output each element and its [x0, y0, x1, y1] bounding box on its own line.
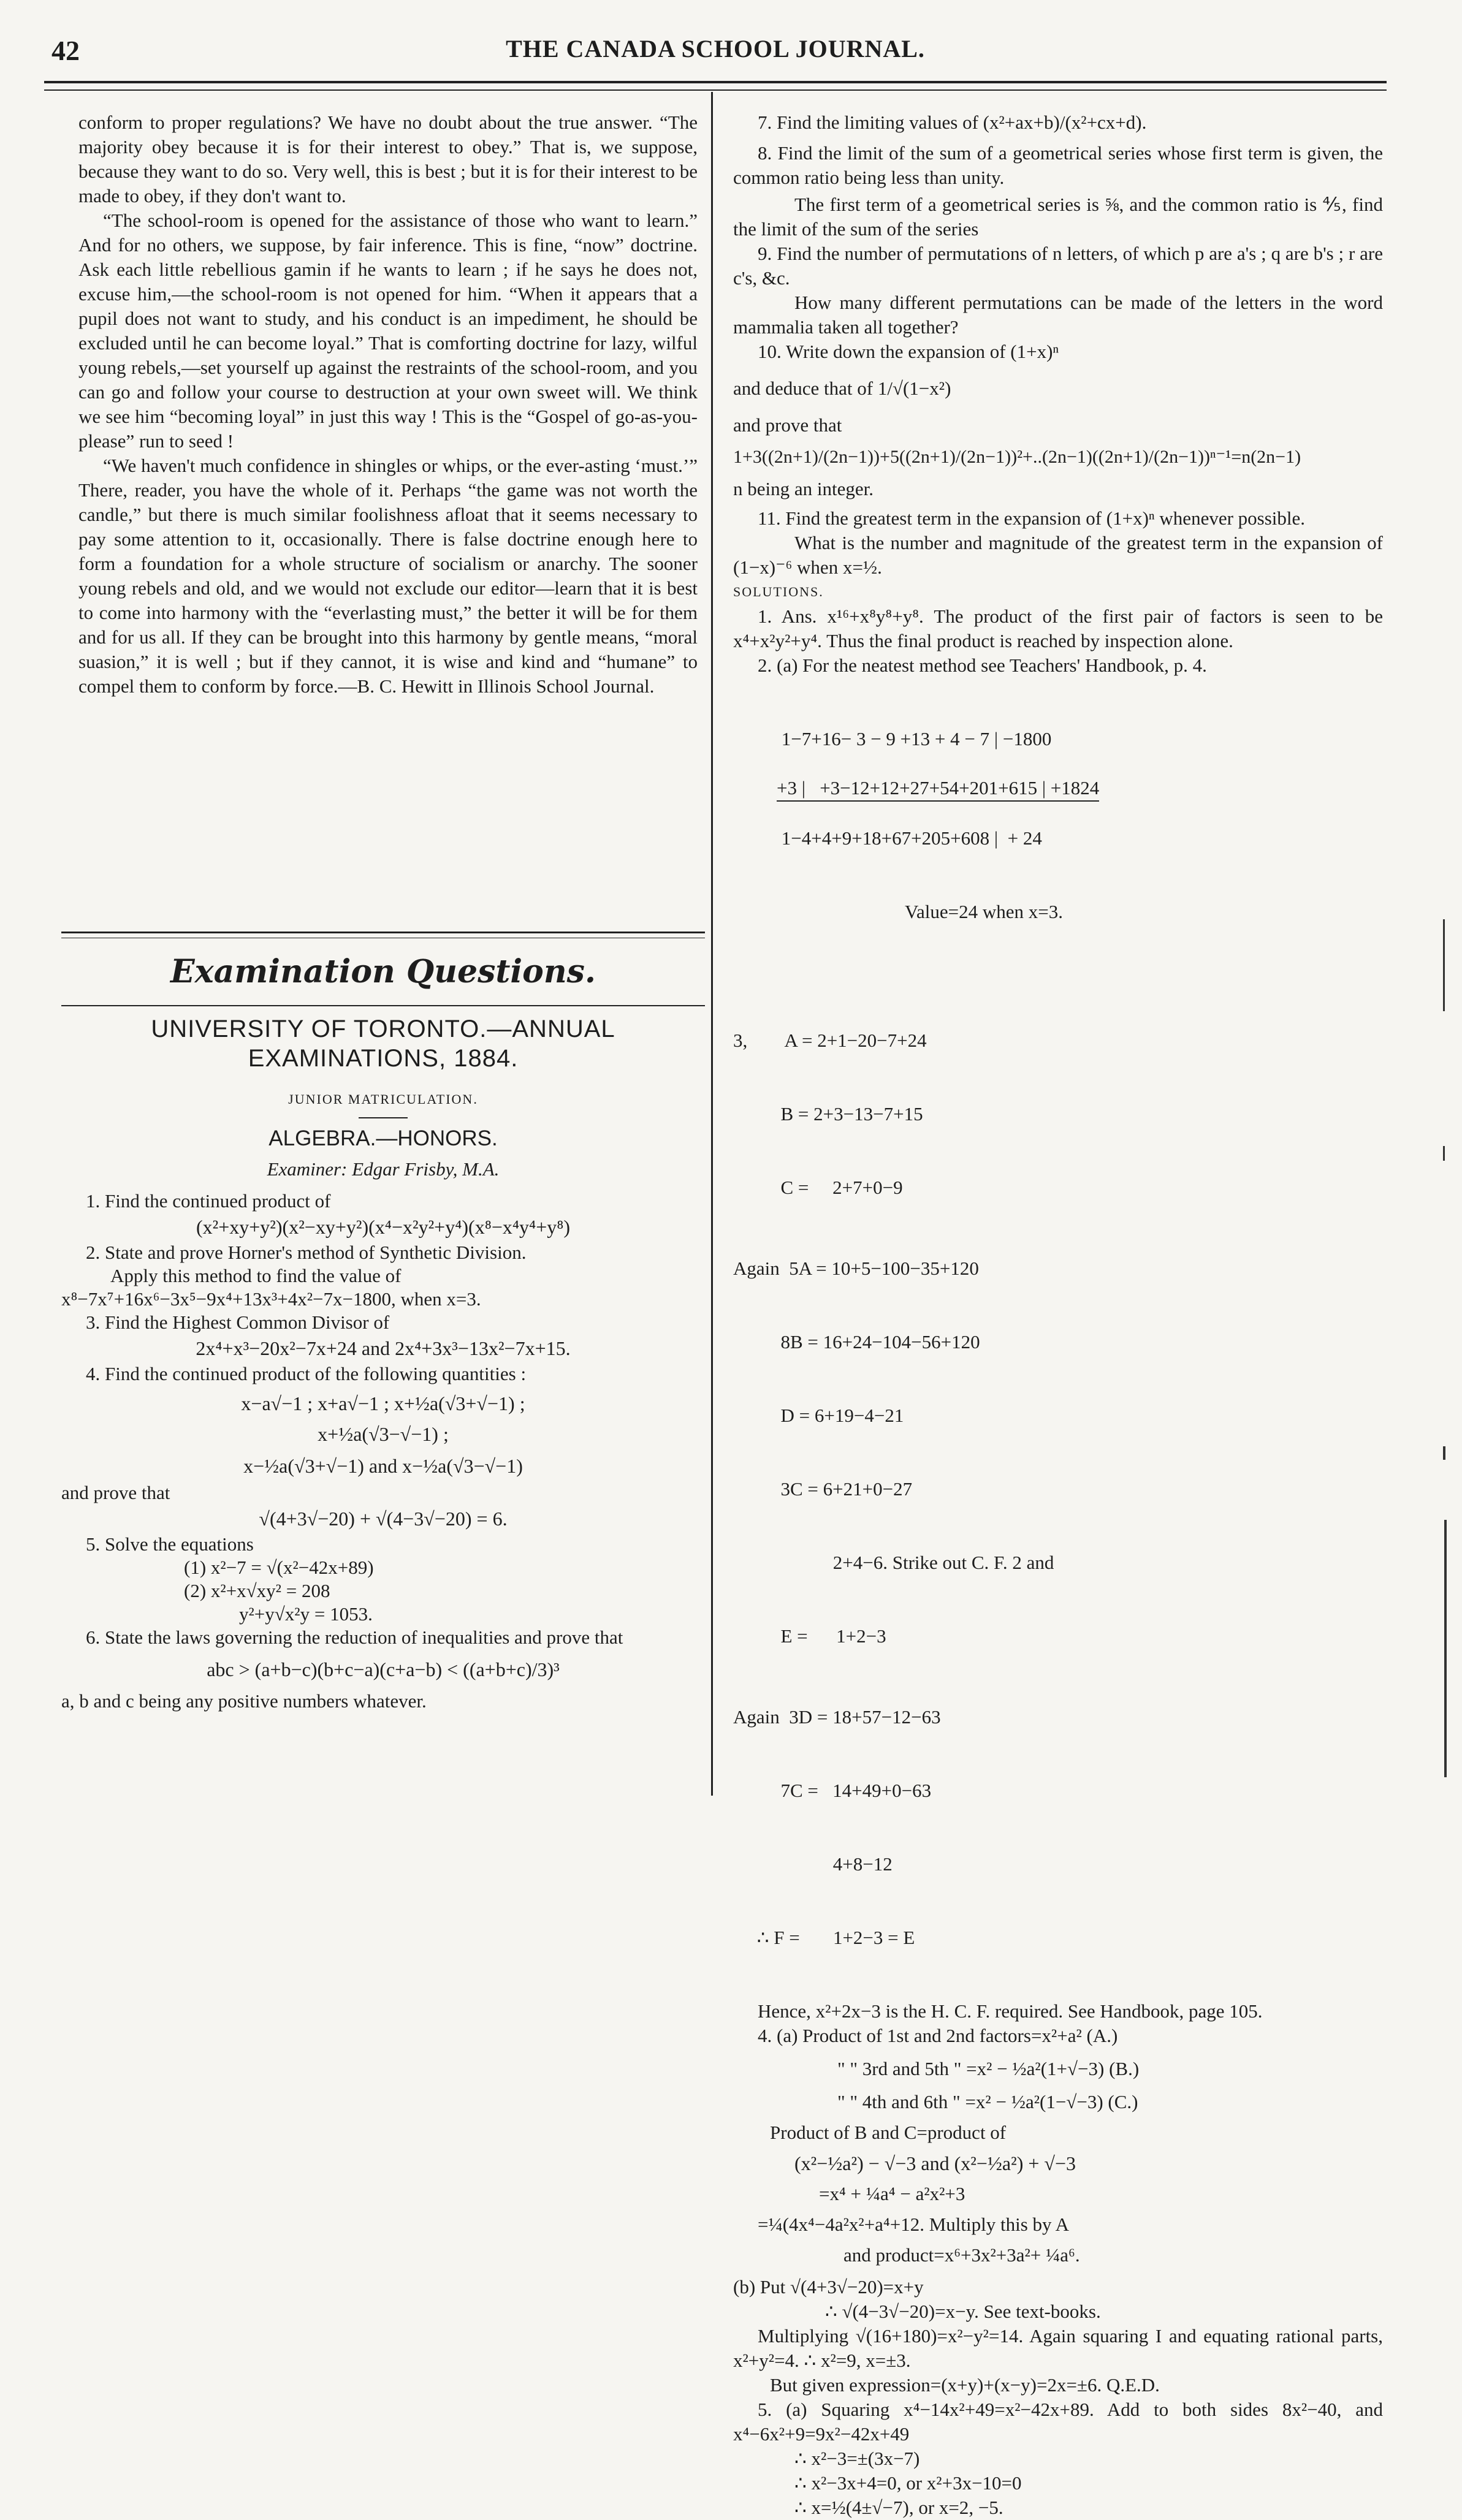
hcf-working — [733, 979, 1383, 1999]
speck-mark — [1444, 1520, 1447, 1777]
header-rule-thin — [44, 89, 1387, 91]
question-4-expression: x+½a(√3−√−1) ; — [318, 1423, 449, 1445]
solution-4-line: " " 4th and 6th " =x² − ½a²(1−√−3) (C.) — [837, 2091, 1138, 2112]
division-result: Value=24 when x=3. — [905, 901, 1063, 922]
division-row: +3 | +3−12+12+27+54+201+615 | +1824 — [777, 776, 1099, 802]
hcf-line: C = 2+7+0−9 — [733, 1177, 903, 1198]
solution-4-line: " " 3rd and 5th " =x² − ½a²(1+√−3) (B.) — [837, 2058, 1140, 2079]
solution-4b-line: Multiplying √(16+180)=x²−y²=14. Again squaring I and equating rational parts, x²+y²=4. ∴ x²=9, x=±3. — [733, 2325, 1383, 2371]
solution-4-line: and product=x⁶+3x²+3a²+ ¼a⁶. — [843, 2244, 1080, 2266]
solution-4-line: Product of B and C=product of — [770, 2122, 1007, 2143]
question-11: 11. Find the greatest term in the expansion of (1+x)ⁿ whenever possible. — [758, 507, 1306, 529]
division-row: 1−4+4+9+18+67+205+608 | + 24 — [758, 827, 1042, 849]
hcf-line: 2+4−6. Strike out C. F. 2 and — [733, 1552, 1054, 1573]
university-heading: UNIVERSITY OF TORONTO.—ANNUAL EXAMINATIONS, 1884. — [151, 1015, 615, 1072]
solutions-heading: SOLUTIONS. — [733, 584, 824, 599]
question-9-line: How many different permutations can be made of the letters in the word mammalia taken all together? — [733, 292, 1383, 338]
question-10-expression: 1+3((2n+1)/(2n−1))+5((2n+1)/(2n−1))²+..(2n−1)((2n+1)/(2n−1))ⁿ⁻¹=n(2n−1) — [733, 447, 1301, 467]
section-rule — [61, 932, 705, 933]
speck-mark — [1443, 1146, 1445, 1161]
hcf-line: 4+8−12 — [733, 1853, 893, 1875]
question-3-expression: 2x⁴+x³−20x²−7x+24 and 2x⁴+3x³−13x²−7x+15. — [196, 1337, 571, 1359]
question-11-line: What is the number and magnitude of the greatest term in the expansion of (1−x)⁻⁶ when x=½. — [733, 532, 1383, 578]
column-divider — [711, 92, 713, 1796]
question-9: 9. Find the number of permutations of n letters, of which p are a's ; q are b's ; r are c's, &c. — [733, 243, 1383, 289]
solution-4b: (b) Put √(4+3√−20)=x+y — [733, 2276, 924, 2298]
examiner-line: Examiner: Edgar Frisby, M.A. — [267, 1158, 500, 1180]
subject-heading: ALGEBRA.—HONORS. — [268, 1126, 498, 1150]
solution-4b-line: ∴ √(4−3√−20)=x−y. See text-books. — [825, 2301, 1101, 2322]
speck-mark — [1443, 919, 1445, 1011]
question-2-line: Apply this method to find the value of — [110, 1265, 402, 1286]
question-4-expression: √(4+3√−20) + √(4−3√−20) = 6. — [259, 1508, 508, 1530]
section-title: Examination Questions. — [170, 953, 596, 990]
question-1: 1. Find the continued product of — [86, 1190, 331, 1212]
solution-5-line: ∴ x=½(4±√−7), or x=2, −5. — [794, 2497, 1003, 2518]
journal-title: THE CANADA SCHOOL JOURNAL. — [506, 35, 925, 63]
question-4-expression: x−½a(√3+√−1) and x−½a(√3−√−1) — [243, 1455, 523, 1477]
junior-matriculation: JUNIOR MATRICULATION. — [288, 1091, 478, 1107]
question-4: 4. Find the continued product of the following quantities : — [86, 1363, 527, 1384]
solution-3-conclusion: Hence, x²+2x−3 is the H. C. F. required. See Handbook, page 105. — [758, 2000, 1263, 2022]
page-header — [44, 29, 1387, 72]
division-row: 1−7+16− 3 − 9 +13 + 4 − 7 | −1800 — [758, 728, 1052, 750]
question-5-equation: (1) x²−7 = √(x²−42x+89) — [184, 1557, 374, 1578]
article-paragraph: “We haven't much confidence in shingles or whips, or the ever-asting ‘must.’” There, reader, you have the whole of it. Perhaps “the game was not worth the candle,” but there is much similar foolishness afloat that it seems necessary to pay some attention to it, occasionally. There is false doctrine enough here to form a foundation for a whole structure of socialism or anarchy. The sooner young rebels and old, and we would not exclude our editor—learn that it is best to come into harmony with the “everlasting must,” the better it will be for them and for us all. If they can be brought into this harmony by gentle means, “moral suasion,” it is well ; but if they cannot, it is wise and kind and “humane” to compel them to conform by force.—B. C. Hewitt in Illinois School Journal. — [78, 455, 698, 697]
solution-4: 4. (a) Product of 1st and 2nd factors=x²+a² (A.) — [758, 2025, 1118, 2046]
question-4-expression: x−a√−1 ; x+a√−1 ; x+½a(√3+√−1) ; — [241, 1392, 525, 1414]
question-10: 10. Write down the expansion of (1+x)ⁿ — [758, 341, 1059, 362]
question-6-line: a, b and c being any positive numbers whatever. — [61, 1690, 427, 1712]
solution-2: 2. (a) For the neatest method see Teachers' Handbook, p. 4. — [758, 655, 1207, 676]
question-6-expression: abc > (a+b−c)(b+c−a)(c+a−b) < ((a+b+c)/3)³ — [207, 1658, 560, 1680]
hcf-line: E = 1+2−3 — [733, 1625, 886, 1647]
question-3: 3. Find the Highest Common Divisor of — [86, 1311, 390, 1333]
question-7: 7. Find the limiting values of (x²+ax+b)/(x²+cx+d). — [758, 112, 1147, 133]
synthetic-division — [733, 678, 1383, 973]
question-6: 6. State the laws governing the reduction of inequalities and prove that — [86, 1626, 623, 1648]
solution-1: 1. Ans. x¹⁶+x⁸y⁸+y⁸. The product of the first pair of factors is seen to be x⁴+x²y²+y⁴. Thus the final product is reached by inspection alone. — [733, 605, 1383, 651]
scan-specks — [1441, 919, 1453, 1777]
hcf-line: D = 6+19−4−21 — [733, 1405, 904, 1426]
page-number: 42 — [51, 35, 80, 66]
solution-5: 5. (a) Squaring x⁴−14x²+49=x²−42x+89. Add to both sides 8x²−40, and x⁴−6x²+9=9x²−42x+49 — [733, 2399, 1383, 2445]
hcf-line: B = 2+3−13−7+15 — [733, 1103, 923, 1125]
question-8-line: The first term of a geometrical series is ⅝, and the common ratio is ⅘, find the limit of the sum of the series — [733, 194, 1383, 240]
solution-5-line: ∴ x²−3x+4=0, or x²+3x−10=0 — [794, 2472, 1022, 2494]
question-10-line: and deduce that of 1/√(1−x²) — [733, 378, 951, 399]
question-8: 8. Find the limit of the sum of a geometrical series whose first term is given, the common ratio being less than unity. — [733, 142, 1383, 188]
speck-mark — [1443, 1446, 1445, 1460]
article-paragraph: conform to proper regulations? We have no doubt about the true answer. “The majority obey because it is for their interest to obey.” That is, we suppose, because they want to do so. Very well, this is best ; but it is for their interest to be made to obey, if they don't want to. — [78, 112, 698, 207]
solution-4-line: =x⁴ + ¼a⁴ − a²x²+3 — [819, 2183, 965, 2204]
hcf-line: 3, A = 2+1−20−7+24 — [733, 1030, 927, 1051]
hcf-line: 3C = 6+21+0−27 — [733, 1478, 913, 1500]
hcf-line: Again 5A = 10+5−100−35+120 — [733, 1258, 979, 1279]
header-rule — [44, 81, 1387, 83]
question-4-line: and prove that — [61, 1482, 170, 1503]
solution-4-expression: (x²−½a²) − √−3 and (x²−½a²) + √−3 — [794, 2152, 1076, 2174]
left-article — [78, 110, 698, 699]
hcf-line: 8B = 16+24−104−56+120 — [733, 1331, 980, 1353]
article-paragraph: “The school-room is opened for the assistance of those who want to learn.” And for no others, we suppose, by fair inference. This is fine, “now” doctrine. Ask each little rebellious gamin if he wants to learn ; if he says he does not, excuse him,—the school-room is not opened for him. “When it appears that a pupil does not want to study, and his conduct is an impediment, he should be excluded until he can become loyal.” That is comforting doctrine for lazy, wilful young rebels,—set yourself up against the restraints of the school-room, and you can go and follow your course to destruction at your own sweet will. We think we see him “becoming loyal” in just this way ! This is the “Gospel of go-as-you-please” run to seed ! — [78, 210, 698, 452]
question-2-expression: x⁸−7x⁷+16x⁶−3x⁵−9x⁴+13x³+4x²−7x−1800, when x=3. — [61, 1288, 481, 1310]
hcf-line: 7C = 14+49+0−63 — [733, 1780, 932, 1801]
question-2: 2. State and prove Horner's method of Synthetic Division. — [86, 1242, 527, 1263]
short-rule — [359, 1117, 408, 1118]
right-column — [733, 110, 1383, 2520]
solution-4-line: =¼(4x⁴−4a²x²+a⁴+12. Multiply this by A — [758, 2214, 1069, 2235]
section-rule-bottom — [61, 1005, 705, 1006]
question-5-equation: y²+y√x²y = 1053. — [239, 1603, 373, 1625]
question-10-line: and prove that — [733, 414, 842, 436]
question-10-line: n being an integer. — [733, 478, 874, 499]
hcf-line: Again 3D = 18+57−12−63 — [733, 1706, 941, 1728]
solution-5-line: ∴ x²−3=±(3x−7) — [794, 2448, 920, 2469]
solution-4b-line: But given expression=(x+y)+(x−y)=2x=±6. Q.E.D. — [770, 2374, 1160, 2396]
exam-questions — [61, 1014, 705, 1713]
hcf-line: ∴ F = 1+2−3 = E — [733, 1927, 915, 1948]
question-5-equation: (2) x²+x√xy² = 208 — [184, 1580, 330, 1601]
question-1-expression: (x²+xy+y²)(x²−xy+y²)(x⁴−x²y²+y⁴)(x⁸−x⁴y⁴+y⁸) — [196, 1216, 571, 1238]
question-5: 5. Solve the equations — [86, 1533, 254, 1555]
